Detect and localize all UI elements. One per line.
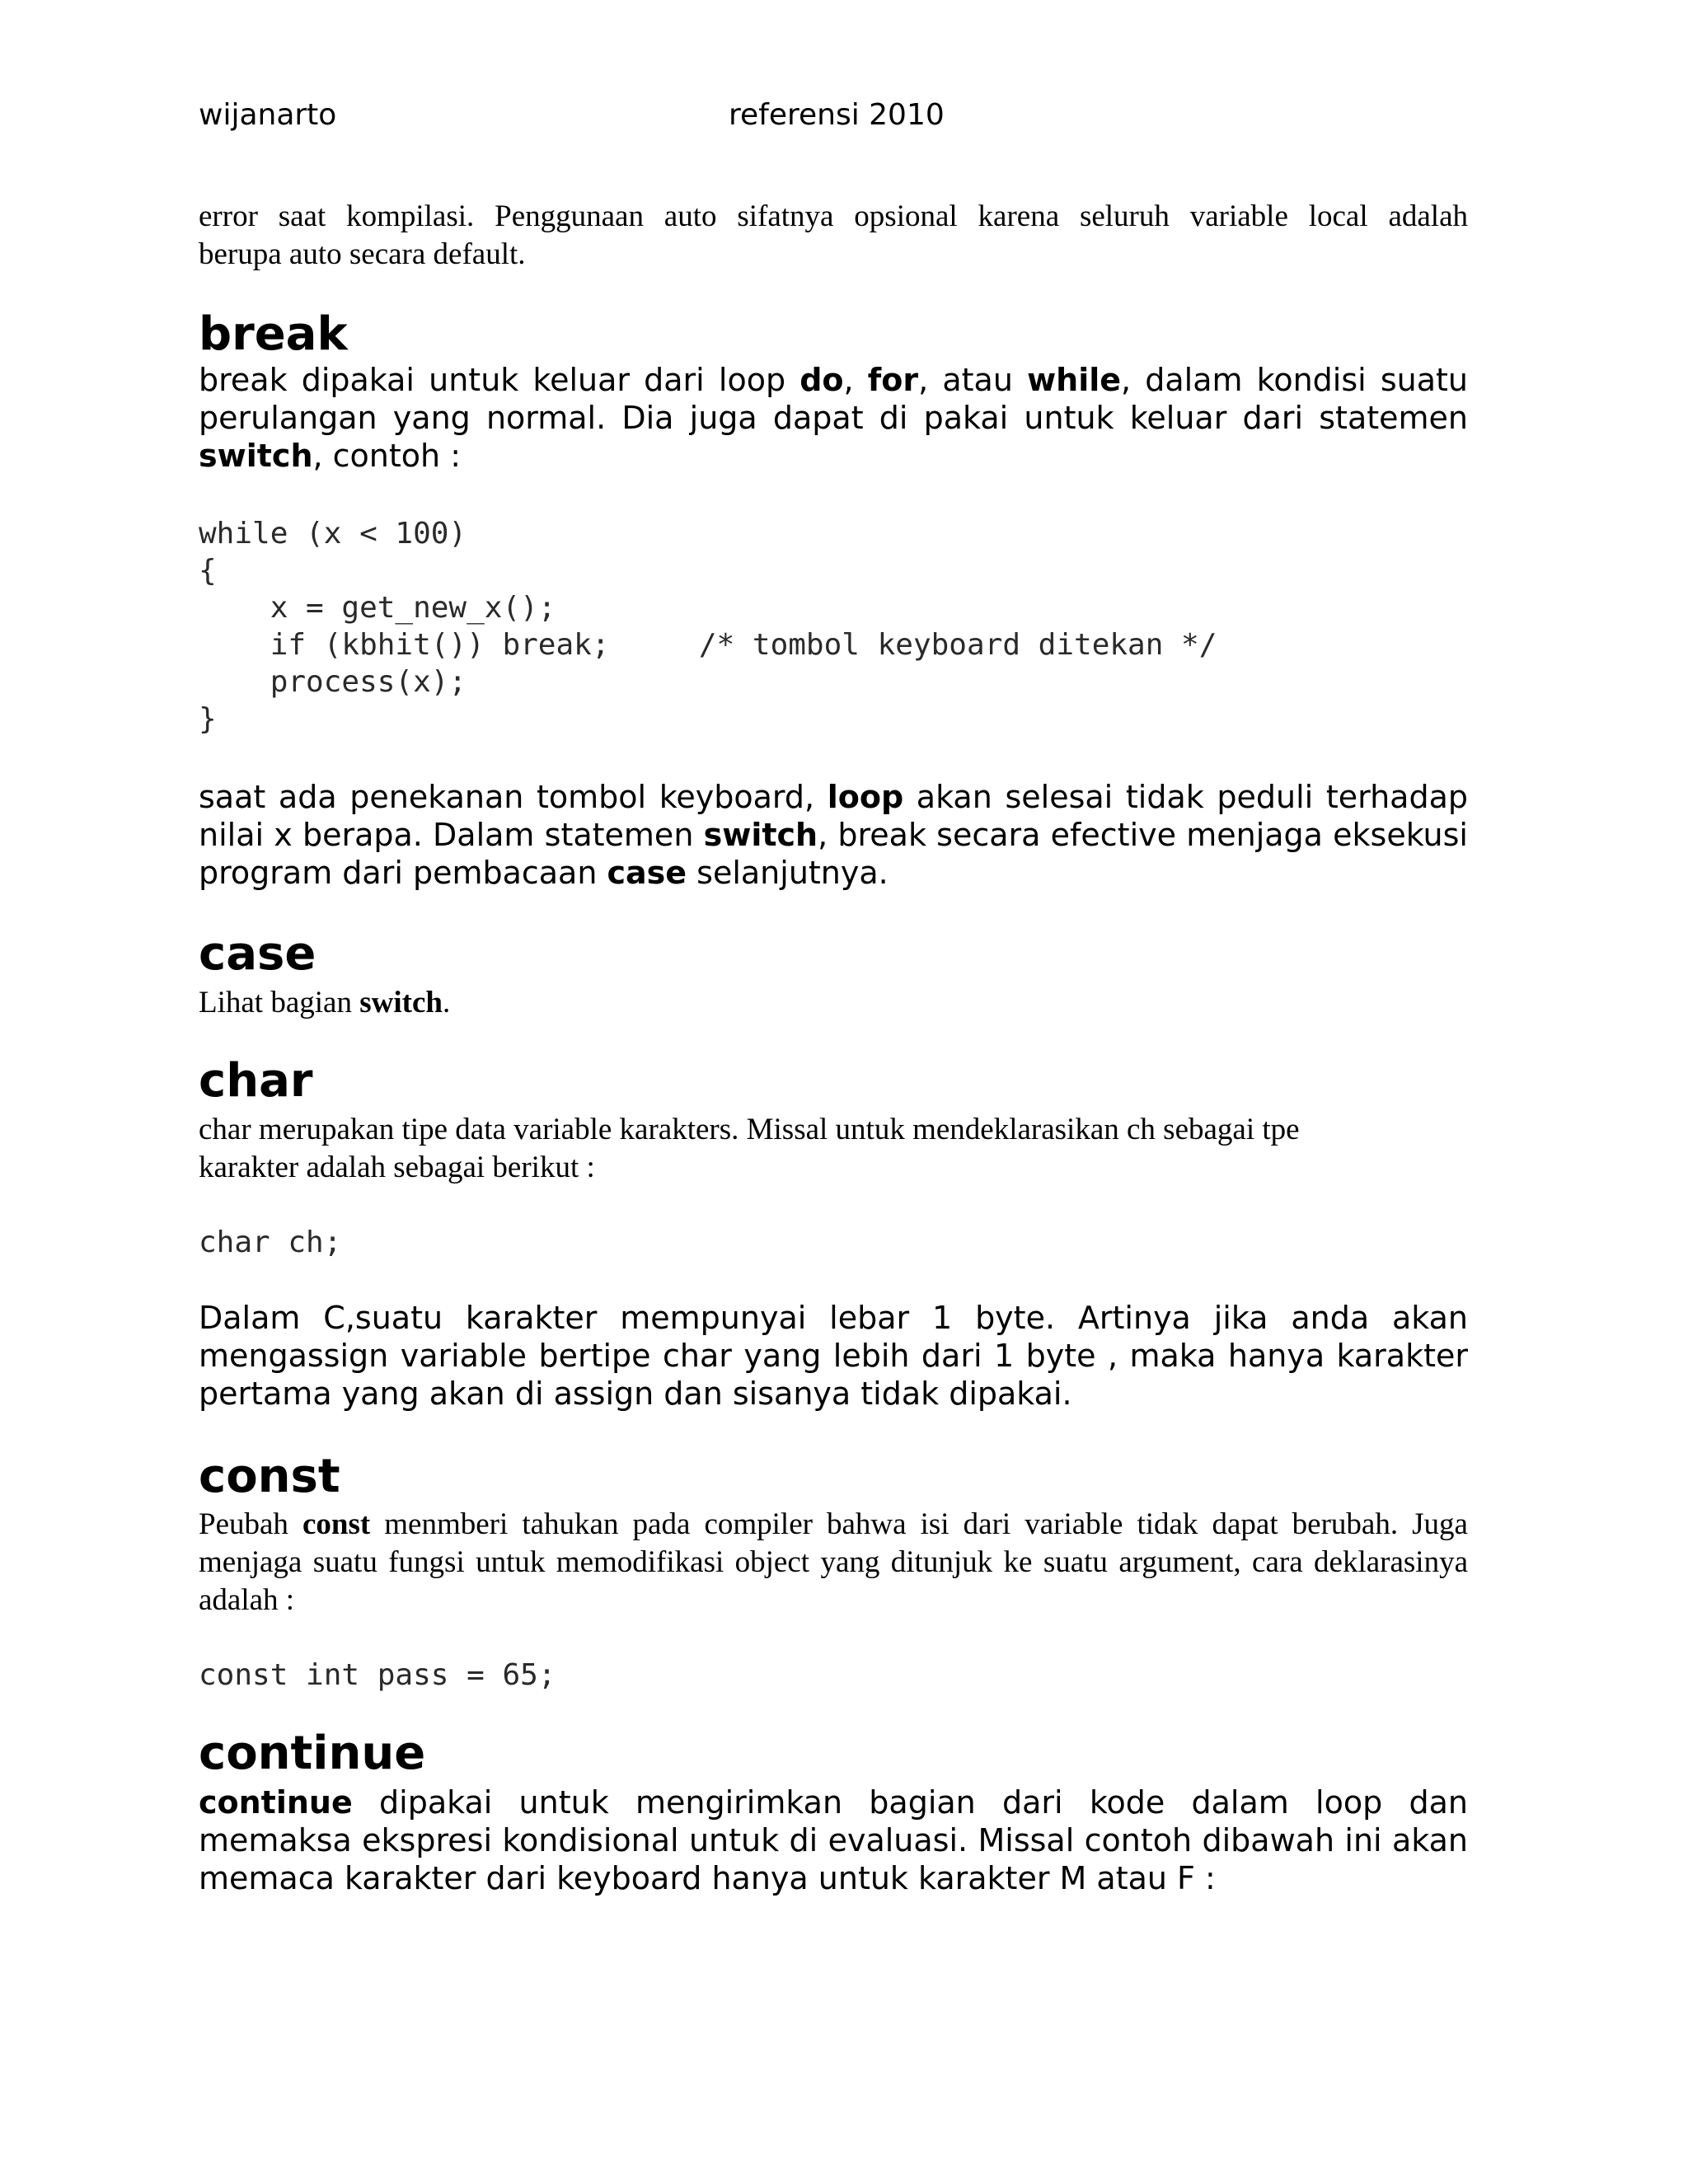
const-code-example: const int pass = 65; bbox=[199, 1658, 556, 1692]
keyword-for: for bbox=[867, 362, 919, 398]
text-run: selanjutnya. bbox=[687, 855, 889, 891]
text-run: saat ada penekanan tombol keyboard, bbox=[199, 779, 828, 815]
heading-break: break bbox=[199, 307, 348, 361]
keyword-do: do bbox=[799, 362, 844, 398]
char-explanation: Dalam C,suatu karakter mempunyai lebar 1 byte. Artinya jika anda akan mengassign variable bertipe char yang lebih dari 1 byte , maka hanya karakter pertama yang akan di assign dan sisanya tidak dipakai. bbox=[199, 1300, 1468, 1412]
keyword-continue: continue bbox=[199, 1784, 353, 1821]
text-run: Peubah bbox=[199, 1507, 302, 1541]
char-code-example: char ch; bbox=[199, 1226, 342, 1259]
text-run: , dalam kondisi suatu perulangan yang normal. Dia juga dapat di pakai untuk keluar dari statemen bbox=[199, 362, 1468, 436]
keyword-case: case bbox=[607, 855, 687, 891]
const-description bbox=[199, 1506, 1468, 1619]
intro-paragraph bbox=[199, 198, 1468, 274]
text-run: dipakai untuk mengirimkan bagian dari kode dalam loop dan memaksa ekspresi kondisional untuk di evaluasi. Missal contoh dibawah ini akan memaca karakter dari keyboard hanya untuk karakter M atau F : bbox=[199, 1784, 1468, 1896]
keyword-while: while bbox=[1027, 362, 1122, 398]
case-description bbox=[199, 984, 1468, 1022]
text-run: , break secara efective menjaga eksekusi program dari pembacaan bbox=[199, 817, 1468, 891]
heading-const: const bbox=[199, 1450, 340, 1503]
char-line-2: karakter adalah sebagai berikut : bbox=[199, 1151, 595, 1184]
break-code-example: while (x < 100) { x = get_new_x(); if (kbhit()) break; /* tombol keyboard ditekan */ process(x); } bbox=[199, 517, 1217, 736]
continue-description bbox=[199, 1783, 1468, 1897]
text-run: . bbox=[442, 986, 451, 1019]
intro-line-1: error saat kompilasi. Penggunaan auto sifatnya opsional karena seluruh variable local adalah bbox=[199, 199, 1468, 233]
intro-line-2: berupa auto secara default. bbox=[199, 237, 526, 271]
header-reference: referensi 2010 bbox=[729, 98, 945, 132]
text-run: menmberi tahukan pada compiler bahwa isi dari variable tidak dapat berubah. Juga menjaga suatu fungsi untuk memodifikasi object yang ditunjuk ke suatu argument, cara deklarasinya adalah : bbox=[199, 1507, 1468, 1617]
keyword-loop: loop bbox=[827, 779, 904, 815]
heading-case: case bbox=[199, 927, 316, 981]
text-run: , bbox=[843, 362, 868, 398]
keyword-const: const bbox=[302, 1507, 371, 1541]
break-explanation bbox=[199, 778, 1468, 892]
heading-continue: continue bbox=[199, 1727, 426, 1780]
heading-char: char bbox=[199, 1054, 313, 1108]
keyword-switch: switch bbox=[359, 986, 443, 1019]
text-run: , contoh : bbox=[312, 438, 461, 474]
break-description bbox=[199, 361, 1468, 475]
text-run: akan selesai tidak peduli terhadap nilai x berapa. Dalam statemen bbox=[199, 779, 1468, 853]
keyword-switch: switch bbox=[199, 438, 313, 474]
char-description bbox=[199, 1111, 1468, 1187]
text-run: , atau bbox=[918, 362, 1028, 398]
text-run: break dipakai untuk keluar dari loop bbox=[199, 362, 800, 398]
char-line-1: char merupakan tipe data variable karakters. Missal untuk mendeklarasikan ch sebagai tpe bbox=[199, 1113, 1300, 1146]
text-run: Lihat bagian bbox=[199, 986, 360, 1019]
keyword-switch: switch bbox=[703, 817, 818, 853]
header-author: wijanarto bbox=[199, 98, 337, 132]
